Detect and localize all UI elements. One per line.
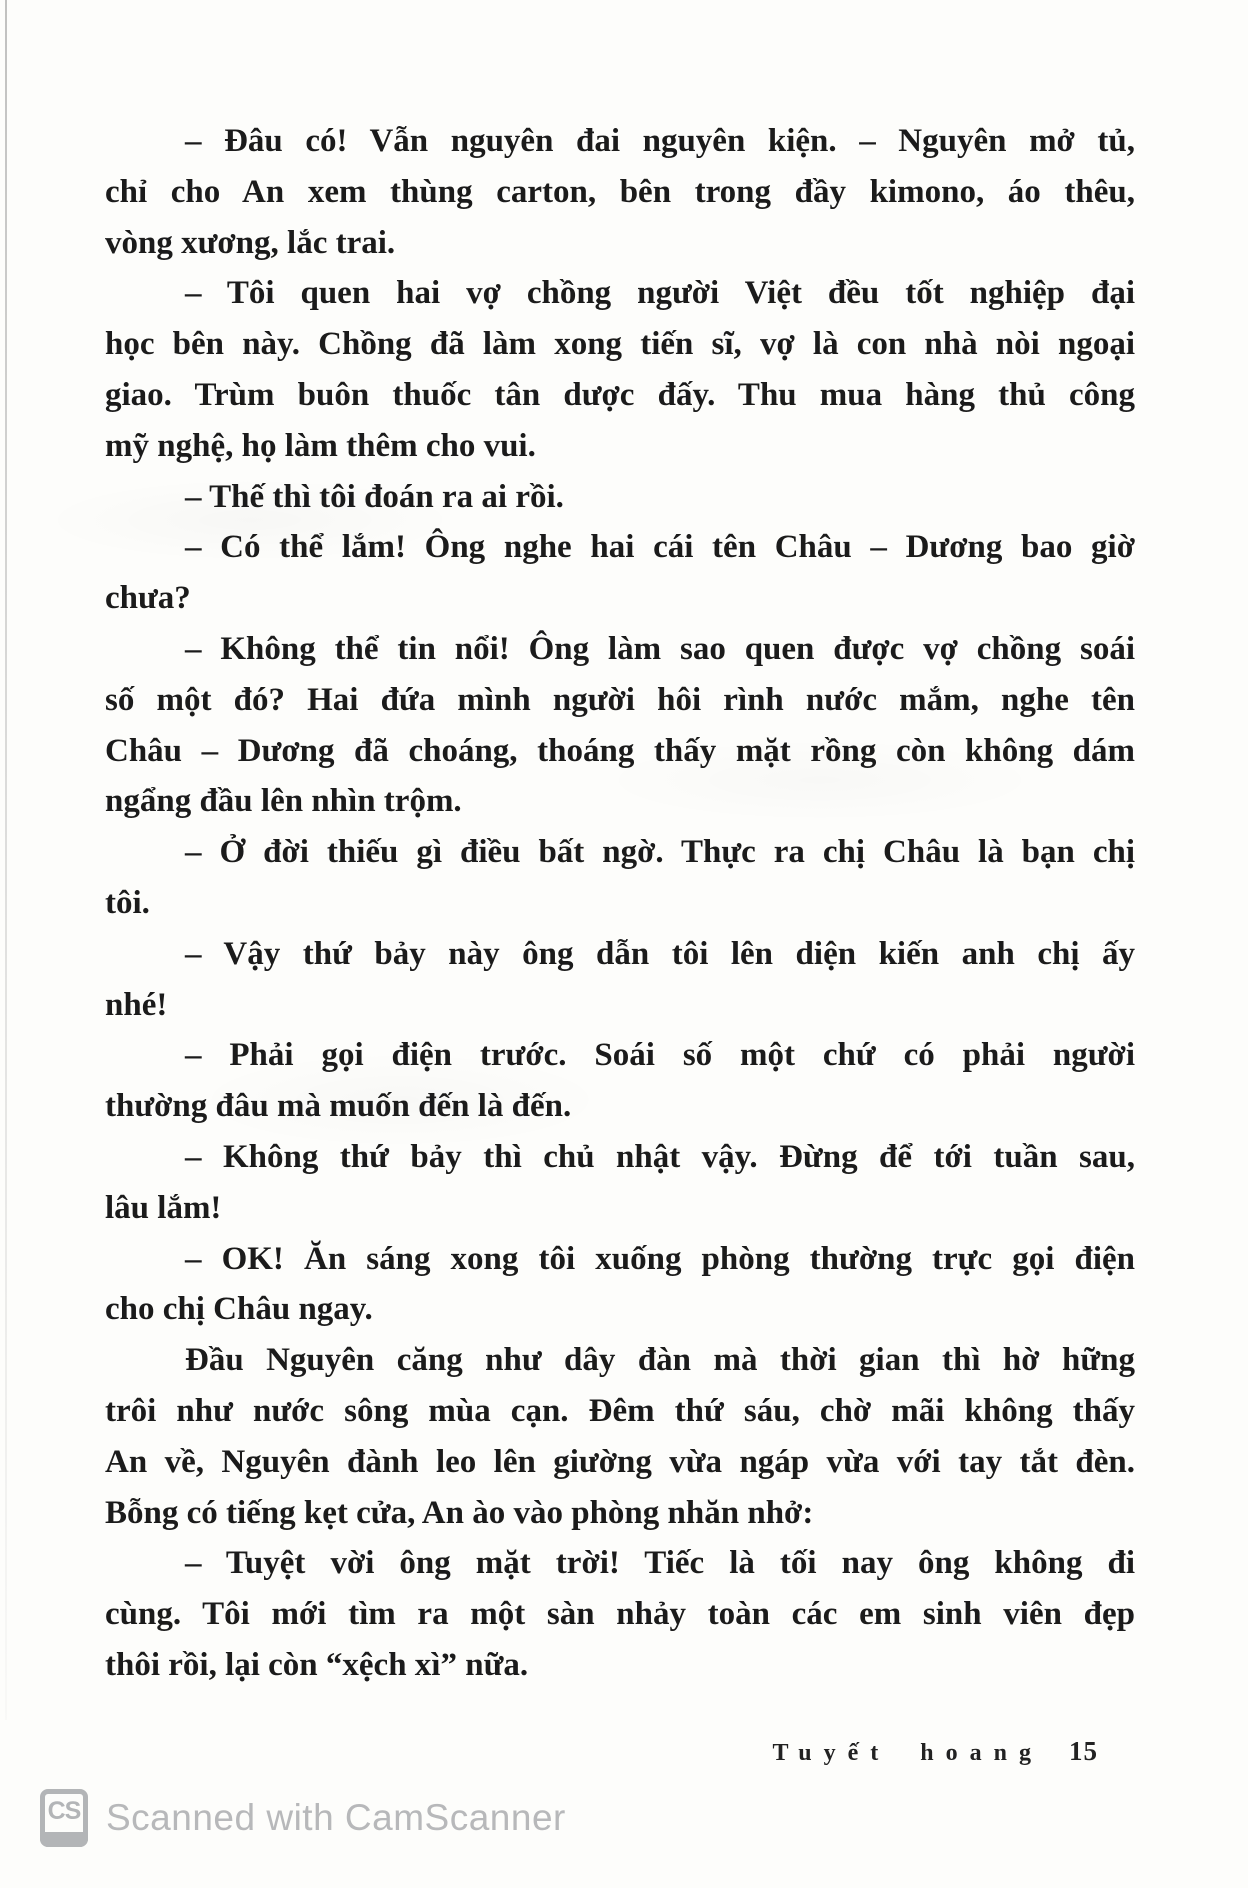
text-line: chưa? <box>105 580 191 617</box>
text-line: cho chị Châu ngay. <box>105 1291 373 1328</box>
text-line: cùng. Tôi mới tìm ra một sàn nhảy toàn các em sinh viên đẹp <box>105 1596 1135 1633</box>
text-line: Châu – Dương đã choáng, thoáng thấy mặt rồng còn không dám <box>105 732 1135 769</box>
book-title: Tuyết hoang <box>772 1740 1043 1766</box>
text-line: học bên này. Chồng đã làm xong tiến sĩ, vợ là con nhà nòi ngoại <box>105 326 1135 363</box>
text-line: – Vậy thứ bảy này ông dẫn tôi lên diện kiến anh chị ấy <box>185 935 1135 972</box>
page-footer <box>773 1736 1099 1767</box>
text-line: tôi. <box>105 884 150 921</box>
text-line: vòng xương, lắc trai. <box>105 224 396 261</box>
text-line: thôi rồi, lại còn “xệch xì” nữa. <box>105 1646 529 1683</box>
text-line: – OK! Ăn sáng xong tôi xuống phòng thường trực gọi điện <box>185 1240 1135 1277</box>
text-line: chỉ cho An xem thùng carton, bên trong đầy kimono, áo thêu, <box>105 173 1135 210</box>
text-line: – Thế thì tôi đoán ra ai rồi. <box>185 478 564 515</box>
text-line: An về, Nguyên đành leo lên giường vừa ngáp vừa với tay tắt đèn. <box>105 1443 1135 1480</box>
text-line: mỹ nghệ, họ làm thêm cho vui. <box>105 427 536 464</box>
text-line: lâu lắm! <box>105 1189 222 1226</box>
text-line: – Phải gọi điện trước. Soái số một chứ có phải người <box>185 1037 1135 1074</box>
scan-edge-artifact <box>5 0 7 1720</box>
text-line: thường đâu mà muốn đến là đến. <box>105 1088 572 1125</box>
text-line: Bỗng có tiếng kẹt cửa, An ào vào phòng nhăn nhở: <box>105 1494 814 1531</box>
camscanner-logo-flap <box>40 1832 88 1847</box>
text-line: – Không thứ bảy thì chủ nhật vậy. Đừng để tới tuần sau, <box>185 1138 1135 1175</box>
text-line: – Tuyệt vời ông mặt trời! Tiếc là tối nay ông không đi <box>185 1545 1135 1582</box>
watermark-label: Scanned with CamScanner <box>106 1797 566 1838</box>
text-line: giao. Trùm buôn thuốc tân dược đấy. Thu mua hàng thủ công <box>105 376 1135 413</box>
text-line: – Ở đời thiếu gì điều bất ngờ. Thực ra chị Châu là bạn chị <box>185 834 1135 871</box>
text-line: – Không thể tin nổi! Ông làm sao quen được vợ chồng soái <box>185 630 1135 667</box>
text-line: số một đó? Hai đứa mình người hôi rình nước mắm, nghe tên <box>105 681 1135 718</box>
text-line: Đầu Nguyên căng như dây đàn mà thời gian thì hờ hững <box>185 1342 1135 1379</box>
text-line: nhé! <box>105 986 168 1023</box>
camscanner-logo-icon <box>40 1789 88 1847</box>
text-line: – Có thể lắm! Ông nghe hai cái tên Châu – Dương bao giờ <box>185 529 1135 566</box>
camscanner-watermark <box>40 1789 566 1847</box>
text-line: trôi như nước sông mùa cạn. Đêm thứ sáu, chờ mãi không thấy <box>105 1392 1135 1429</box>
text-line: – Đâu có! Vẫn nguyên đai nguyên kiện. – Nguyên mở tủ, <box>185 123 1135 159</box>
page-text-block <box>105 116 1135 1691</box>
text-line: ngẩng đầu lên nhìn trộm. <box>105 783 462 820</box>
camscanner-logo-text: CS <box>47 1797 81 1825</box>
page-number: 15 <box>1069 1736 1098 1766</box>
text-line: – Tôi quen hai vợ chồng người Việt đều tốt nghiệp đại <box>185 275 1135 312</box>
